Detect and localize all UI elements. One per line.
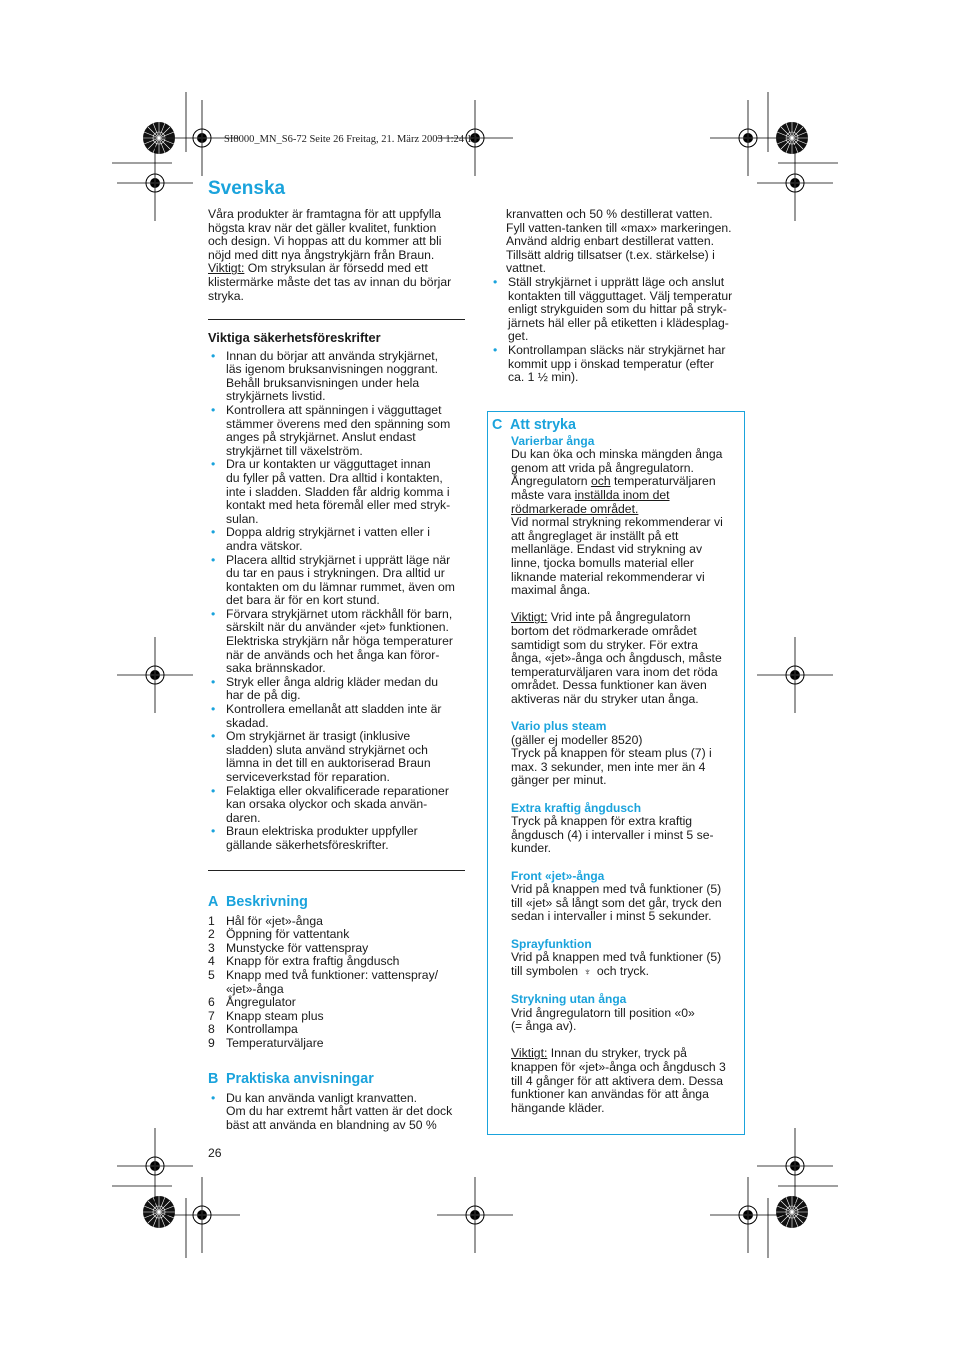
- utan-warning-line: funktioner kan användas för att ånga: [511, 1087, 709, 1102]
- description-item-number: 7: [208, 1008, 215, 1023]
- safety-item-line: • Innan du börjar att använda strykjärnet,: [226, 348, 439, 363]
- spray-line: Vrid på knappen med två funktioner (5): [511, 950, 722, 965]
- varierbar-line: maximal ånga.: [511, 583, 591, 598]
- utan-warning-line: till 4 gånger för att aktivera dem. Dessa: [511, 1073, 724, 1088]
- page-title: Svenska: [208, 178, 286, 199]
- section-a-title: Beskrivning: [226, 894, 308, 910]
- varierbar-warning-line: temperaturväljaren vara inom det röda: [511, 664, 718, 679]
- section-c-heading: [492, 419, 740, 433]
- description-item-number: 1: [208, 913, 215, 928]
- spray-line: och tryck.: [593, 963, 649, 978]
- section-b-line: kommit upp i önskad temperatur (efter: [508, 356, 714, 371]
- safety-item: [208, 608, 466, 676]
- safety-item-line: strykjärnet till växelström.: [226, 443, 363, 458]
- safety-item-line: • Förvara strykjärnet utom räckhåll för barn,: [226, 606, 453, 621]
- section-b-continued: [505, 208, 745, 385]
- list-item: [208, 1092, 466, 1133]
- vario-line: max. 3 sekunder, men inte mer än 4: [511, 759, 706, 774]
- page-number: 26: [208, 1146, 222, 1160]
- description-item: [208, 996, 466, 1010]
- varierbar-warning-label: Viktigt:: [511, 610, 548, 625]
- intro-warning-label: Viktigt:: [208, 261, 245, 276]
- safety-item-line: sulan.: [226, 511, 259, 526]
- intro-line: och design. Vi hoppas att du kommer att bli: [208, 234, 442, 249]
- section-b-list-part2: [490, 276, 745, 385]
- section-b-line: kranvatten och 50 % destillerat vatten.: [506, 207, 713, 221]
- varierbar-line: temperaturväljaren: [610, 474, 716, 489]
- list-item: [490, 276, 745, 344]
- safety-item: [208, 458, 466, 526]
- description-item-label: Munstycke för vattenspray: [226, 940, 369, 955]
- section-b-line: Fyll vatten-tanken till «max» markeringen.: [506, 220, 732, 235]
- varierbar-line: måste vara: [511, 487, 575, 502]
- divider: [208, 870, 465, 871]
- varierbar-line: Du kan öka och minska mängden ånga: [511, 447, 723, 462]
- description-item: [208, 1037, 466, 1051]
- description-item-number: 4: [208, 954, 215, 969]
- safety-item-line: • Stryk eller ånga aldrig kläder medan du: [226, 674, 439, 689]
- safety-item-line: • Kontrollera att spänningen i vägguttaget: [226, 402, 442, 417]
- section-c-letter: C: [492, 417, 503, 433]
- safety-item-line: • Placera alltid strykjärnet i upprätt läge när: [226, 552, 451, 567]
- description-list: [208, 915, 466, 1051]
- varierbar-warning-line: bortom det rödmarkerade området: [511, 623, 697, 638]
- intro-line: högsta krav när det gäller kvalitet, funktion: [208, 220, 437, 235]
- safety-list: [208, 350, 466, 853]
- safety-item: [208, 676, 466, 703]
- varierbar-underlined: och: [590, 474, 611, 489]
- description-item-number: 2: [208, 927, 215, 942]
- intro-warning-line-1: Om stryksulan är försedd med ett: [244, 261, 428, 276]
- section-b-list-part1: [208, 1092, 466, 1133]
- utan-warning-line: knappen för «jet»-ånga och ångdusch 3: [511, 1059, 726, 1074]
- section-b-line: ca. 1 ½ min).: [508, 370, 579, 385]
- description-item-label: Hål för «jet»-ånga: [226, 913, 323, 928]
- description-item: [208, 969, 466, 996]
- varierbar-line: att ångreglaget är inställt på ett: [511, 528, 679, 543]
- spray-heading: Sprayfunktion: [511, 936, 592, 951]
- safety-item-line: saka brännskador.: [226, 661, 326, 676]
- safety-item-line: serviceverkstad för reparation.: [226, 770, 390, 784]
- varierbar-underlined: rödmarkerade området.: [511, 501, 639, 516]
- varierbar-line: Vid normal strykning rekommenderar vi: [511, 515, 723, 530]
- extra-heading: Extra kraftig ångdusch: [511, 800, 642, 815]
- safety-item-line: • Braun elektriska produkter uppfyller: [226, 824, 418, 839]
- description-item-number: 5: [208, 967, 215, 982]
- spray-line: till symbolen: [511, 963, 582, 978]
- section-b-line: Använd aldrig enbart destillerat vatten.: [506, 234, 714, 249]
- section-b-line: • Du kan använda vanligt kranvatten.: [226, 1090, 418, 1105]
- safety-item: [208, 404, 466, 458]
- varierbar-line: genom att vrida på ångregulatorn.: [511, 460, 694, 475]
- description-item: [208, 942, 466, 956]
- description-item-label: Temperaturväljare: [226, 1035, 324, 1050]
- list-item: [490, 344, 745, 385]
- intro-warning-line-2: klistermärke måste det tas av innan du börjar: [208, 274, 452, 289]
- safety-item-line: • Kontrollera emellanåt att sladden inte är: [226, 702, 442, 717]
- section-b-heading: [208, 1073, 466, 1087]
- safety-item-line: anges på strykjärnet. Anslut endast: [226, 430, 416, 445]
- front-line: sedan i intervaller i minst 5 sekunder.: [511, 909, 712, 924]
- safety-item-line: gällande säkerhetsföreskrifter.: [226, 837, 389, 852]
- extra-line: Tryck på knappen för extra kraftig: [511, 814, 693, 829]
- safety-item-line: strykjärnets livstid.: [226, 389, 326, 404]
- safety-item-line: särskilt när du använder «jet» funktionen.: [226, 620, 449, 635]
- safety-item-line: du fyller på vatten. Dra alltid i kontakten,: [226, 470, 443, 485]
- varierbar-heading: Varierbar ånga: [511, 433, 595, 448]
- safety-item-line: kontakt med heta föremål eller med stryk-: [226, 498, 451, 513]
- description-item-label: Ångregulator: [226, 995, 296, 1010]
- section-a-heading: [208, 896, 466, 910]
- varierbar-warning-line: aktiveras när du stryker utan ånga.: [511, 691, 699, 706]
- description-item: [208, 955, 466, 969]
- section-b-line: bäst att använda en blandning av 50 %: [226, 1117, 437, 1132]
- safety-item-line: det bara är för en kort stund.: [226, 593, 380, 608]
- description-item-number: 8: [208, 1022, 215, 1037]
- description-item-label: «jet»-ånga: [226, 981, 284, 996]
- print-header: SI8000_MN_S6-72 Seite 26 Freitag, 21. März 2003 1:24 13: [224, 134, 478, 145]
- safety-item-line: • Dra ur kontakten ur vägguttaget innan: [226, 457, 431, 472]
- section-b-line: Tillsätt aldrig tillsatser (t.ex. stärkelse) i: [506, 247, 715, 262]
- description-item: [208, 928, 466, 942]
- section-b-line: Om du har extremt hårt vatten är det dock: [226, 1104, 453, 1119]
- section-b-line: kontakten till vägguttaget. Välj temperatur: [508, 288, 733, 303]
- safety-item-line: Behåll bruksanvisningen under hela: [226, 375, 420, 390]
- safety-item: [208, 554, 466, 608]
- extra-line: ångdusch (4) i intervaller i minst 5 se-: [511, 827, 714, 842]
- safety-item-line: när de används och het ånga kan föror-: [226, 647, 440, 662]
- section-b-line: get.: [508, 329, 529, 344]
- utan-warning-line: Innan du stryker, tryck på: [547, 1046, 687, 1061]
- safety-item-line: du tar en paus i strykningen. Dra alltid ur: [226, 566, 445, 581]
- varierbar-line: liknande material rekommenderar vi: [511, 569, 705, 584]
- safety-item: [208, 526, 466, 553]
- divider: [208, 319, 465, 320]
- section-b-line: enligt strykguiden som du hittar på stryk-: [508, 302, 727, 317]
- safety-item-line: läs igenom bruksanvisningen noggrant.: [226, 362, 439, 377]
- safety-item-line: • Doppa aldrig strykjärnet i vatten eller i: [226, 525, 430, 540]
- varierbar-line: linne, tjocka bomulls material eller: [511, 555, 694, 570]
- description-item-number: 3: [208, 940, 215, 955]
- utan-line: Vrid ångregulatorn till position «0»: [511, 1005, 695, 1020]
- description-item: [208, 1023, 466, 1037]
- intro-paragraph: [208, 208, 466, 303]
- section-a-letter: A: [208, 894, 219, 910]
- safety-item-line: sladden) sluta använd strykjärnet och: [226, 742, 428, 757]
- utan-warning-label: Viktigt:: [511, 1046, 548, 1061]
- description-item-label: Knapp steam plus: [226, 1008, 324, 1023]
- safety-item-line: kan orsaka olyckor och skada använ-: [226, 797, 428, 812]
- section-b-title: Praktiska anvisningar: [226, 1071, 374, 1087]
- safety-item-line: Elektriska strykjärn når höga temperaturer: [226, 634, 453, 649]
- safety-item-line: stämmer överens med den spänning som: [226, 416, 451, 431]
- vario-line: gänger per minut.: [511, 773, 607, 788]
- description-item: [208, 1010, 466, 1024]
- safety-item-line: daren.: [226, 810, 261, 825]
- extra-line: kunder.: [511, 841, 551, 856]
- safety-item: [208, 785, 466, 826]
- front-line: Vrid på knappen med två funktioner (5): [511, 882, 722, 897]
- section-b-line: • Kontrollampan släcks när strykjärnet har: [508, 342, 726, 357]
- description-item-number: 9: [208, 1035, 215, 1050]
- intro-line: nöjd med ditt nya ångstrykjärn från Braun.: [208, 247, 435, 262]
- front-line: till «jet» så långt som det går, tryck den: [511, 895, 722, 910]
- safety-item-line: lämna in det till en auktoriserad Braun: [226, 756, 431, 771]
- varierbar-underlined: inställda inom det: [574, 487, 670, 502]
- safety-item: [208, 730, 466, 784]
- section-a: [208, 896, 466, 1051]
- front-heading: Front «jet»-ånga: [511, 868, 605, 883]
- safety-item-line: • Felaktiga eller okvalificerade reparationer: [226, 783, 449, 798]
- description-item-label: Knapp för extra fraftig ångdusch: [226, 954, 400, 969]
- vario-line: (gäller ej modeller 8520): [511, 732, 643, 747]
- safety-item: [208, 350, 466, 404]
- section-b-line: • Ställ strykjärnet i upprätt läge och anslut: [508, 274, 725, 289]
- vario-line: Tryck på knappen för steam plus (7) i: [511, 746, 712, 761]
- safety-heading: Viktiga säkerhetsföreskrifter: [208, 330, 381, 345]
- section-b-line: järnets häl eller på etiketten i klädesplag-: [508, 315, 729, 330]
- intro-line: Våra produkter är framtagna för att uppfylla: [208, 207, 442, 221]
- section-b-line: vattnet.: [506, 261, 546, 276]
- utan-line: (= ånga av).: [511, 1019, 577, 1034]
- safety-item: [208, 703, 466, 730]
- varierbar-warning-line: ånga, «jet»-ånga och ångdusch, måste: [511, 651, 722, 666]
- section-c: [492, 419, 740, 1115]
- description-item-label: Knapp med två funktioner: vattenspray/: [226, 967, 439, 982]
- description-item-number: 6: [208, 995, 215, 1010]
- safety-item-line: • Om strykjärnet är trasigt (inklusive: [226, 729, 411, 744]
- safety-section: [208, 331, 466, 853]
- vario-heading: Vario plus steam: [511, 719, 607, 734]
- utan-warning-line: hängande kläder.: [511, 1100, 605, 1115]
- varierbar-warning-line: samtidigt som du stryker. För extra: [511, 637, 698, 652]
- varierbar-line: mellanläge. Endast vid strykning av: [511, 542, 703, 557]
- description-item-label: Öppning för vattentank: [226, 927, 350, 942]
- utan-heading: Strykning utan ånga: [511, 991, 627, 1006]
- varierbar-line: Ångregulatorn: [511, 474, 591, 489]
- intro-warning-line-3: stryka.: [208, 288, 244, 303]
- safety-item-line: skadad.: [226, 715, 269, 730]
- section-b: [208, 1073, 466, 1132]
- description-item: [208, 915, 466, 929]
- description-item-label: Kontrollampa: [226, 1022, 298, 1037]
- varierbar-warning-line: området. Dessa funktioner kan även: [511, 678, 707, 693]
- spray-symbol-icon: ♆: [583, 966, 592, 978]
- section-c-title: Att stryka: [510, 417, 576, 433]
- safety-item: [208, 825, 466, 852]
- safety-item-line: har de på dig.: [226, 688, 301, 703]
- safety-item-line: andra vätskor.: [226, 538, 303, 553]
- varierbar-warning-line: Vrid inte på ångregulatorn: [547, 610, 691, 625]
- section-b-letter: B: [208, 1071, 219, 1087]
- safety-item-line: inte i sladden. Sladden får aldrig komma i: [226, 484, 450, 499]
- safety-item-line: kontakten om du lämnar rummet, även om: [226, 579, 455, 594]
